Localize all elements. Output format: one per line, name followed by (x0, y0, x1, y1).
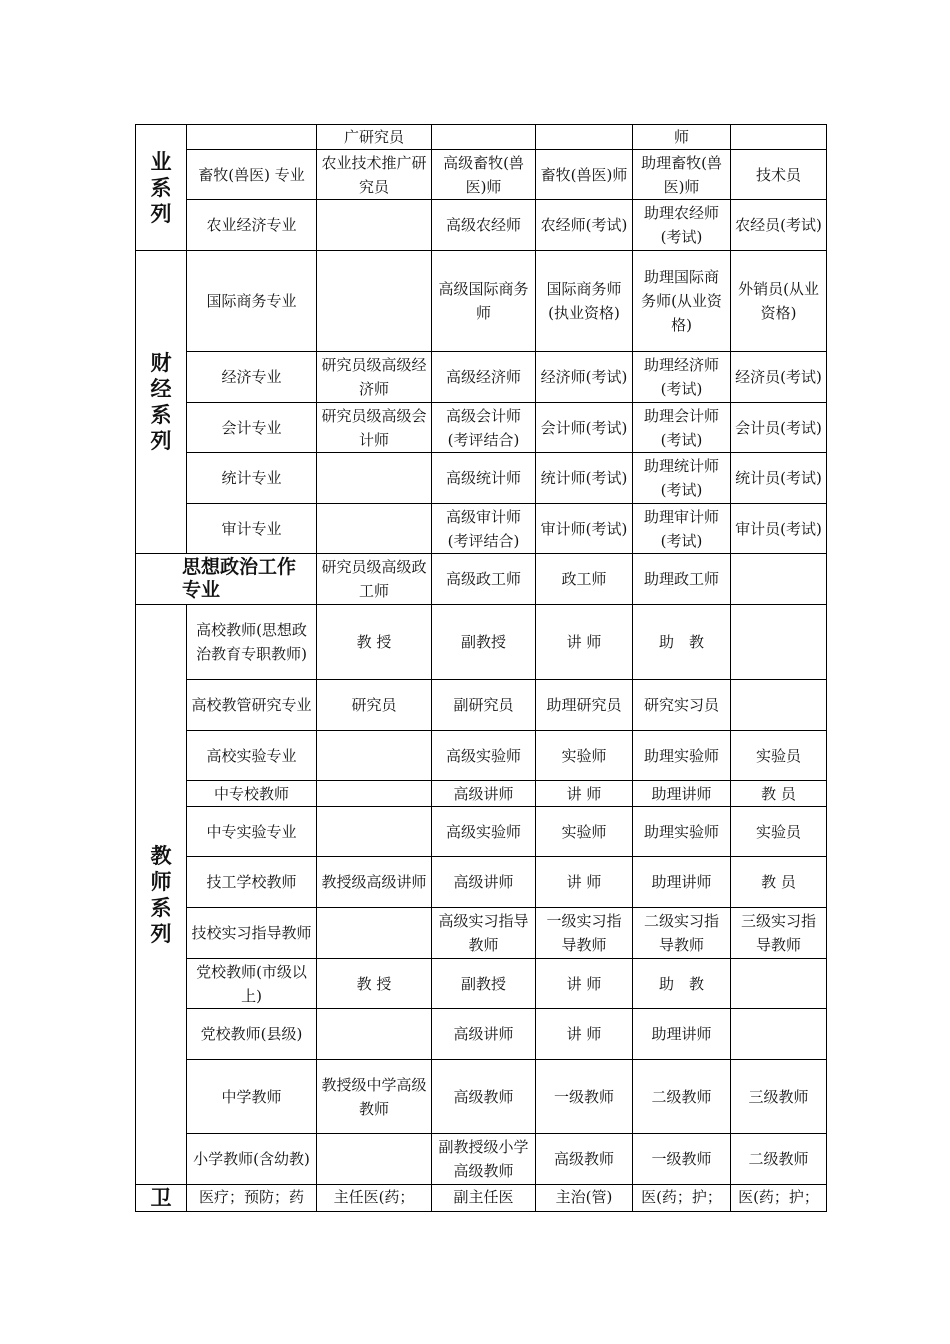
table-cell: 广研究员 (317, 125, 432, 150)
table-cell (317, 781, 432, 807)
table-cell: 助 教 (633, 959, 731, 1009)
table-row (136, 731, 827, 781)
table-cell: 医(药；护； (633, 1185, 731, 1212)
table-cell: 统计师(考试) (536, 453, 633, 504)
table-row (136, 807, 827, 857)
table-cell: 高级经济师 (432, 352, 536, 403)
table-cell: 助理研究员 (536, 680, 633, 731)
table-row (136, 504, 827, 554)
table-cell: 讲 师 (536, 605, 633, 680)
professional-title-table (135, 124, 827, 1212)
table-cell: 农业经济专业 (187, 200, 317, 251)
table-cell: 农经师(考试) (536, 200, 633, 251)
table-cell (731, 959, 827, 1009)
table-cell (731, 1009, 827, 1060)
table-cell: 高级国际商务师 (432, 251, 536, 352)
table-row (136, 1185, 827, 1212)
table-cell: 教 授 (317, 605, 432, 680)
table-cell: 研究员级高级政工师 (317, 554, 432, 605)
table-cell: 副研究员 (432, 680, 536, 731)
table-cell: 技工学校教师 (187, 857, 317, 908)
table-cell: 讲 师 (536, 857, 633, 908)
group-label-health: 卫 (136, 1185, 187, 1212)
table-cell: 实验员 (731, 731, 827, 781)
table-cell: 教 员 (731, 781, 827, 807)
table-row (136, 150, 827, 200)
table-cell: 助理实验师 (633, 807, 731, 857)
table-cell: 一级实习指导教师 (536, 908, 633, 959)
table-cell: 副教授 (432, 605, 536, 680)
table-cell: 高校教师(思想政治教育专职教师) (187, 605, 317, 680)
table-cell: 一级教师 (633, 1134, 731, 1185)
table-cell: 国际商务专业 (187, 251, 317, 352)
table-cell: 主任医(药； (317, 1185, 432, 1212)
table-cell (731, 605, 827, 680)
table-cell: 讲 师 (536, 781, 633, 807)
table-cell: 经济专业 (187, 352, 317, 403)
table-row (136, 200, 827, 251)
table-cell: 助理经济师(考试) (633, 352, 731, 403)
table-cell: 讲 师 (536, 1009, 633, 1060)
table-cell: 助理国际商务师(从业资格) (633, 251, 731, 352)
table-cell: 助理政工师 (633, 554, 731, 605)
table-cell: 高级实验师 (432, 807, 536, 857)
table-cell: 助理实验师 (633, 731, 731, 781)
table-cell: 统计专业 (187, 453, 317, 504)
table-row (136, 125, 827, 150)
table-cell: 教 授 (317, 959, 432, 1009)
table-cell (317, 200, 432, 251)
table-cell: 党校教师(市级以上) (187, 959, 317, 1009)
table-cell (317, 1134, 432, 1185)
table-cell: 助理讲师 (633, 857, 731, 908)
table-cell: 实验员 (731, 807, 827, 857)
table-cell: 高级农经师 (432, 200, 536, 251)
table-cell: 会计员(考试) (731, 403, 827, 453)
table-cell: 研究员 (317, 680, 432, 731)
table-cell: 教 员 (731, 857, 827, 908)
table-row (136, 251, 827, 352)
group-label-finance: 财经系列 (136, 251, 187, 554)
table-cell: 医(药；护； (731, 1185, 827, 1212)
table-cell: 政工师 (536, 554, 633, 605)
table-cell (317, 731, 432, 781)
table-cell: 小学教师(含幼教) (187, 1134, 317, 1185)
table-cell (432, 125, 536, 150)
table-cell (317, 807, 432, 857)
table-cell: 国际商务师(执业资格) (536, 251, 633, 352)
table-cell: 会计专业 (187, 403, 317, 453)
table-cell: 高级审计师(考评结合) (432, 504, 536, 554)
table-row (136, 680, 827, 731)
table-cell: 高级畜牧(兽医)师 (432, 150, 536, 200)
table-row (136, 1134, 827, 1185)
table-cell (317, 251, 432, 352)
table-cell: 高校教管研究专业 (187, 680, 317, 731)
table-row (136, 605, 827, 680)
table-row (136, 1060, 827, 1134)
table-cell: 助理统计师(考试) (633, 453, 731, 504)
table-cell: 教授级中学高级教师 (317, 1060, 432, 1134)
table-row (136, 403, 827, 453)
group-label-agriculture: 业系列 (136, 125, 187, 251)
table-cell: 外销员(从业资格) (731, 251, 827, 352)
table-cell: 高级实验师 (432, 731, 536, 781)
table-cell: 高级讲师 (432, 781, 536, 807)
table-cell (317, 1009, 432, 1060)
table-cell: 助理讲师 (633, 1009, 731, 1060)
table-cell: 副教授 (432, 959, 536, 1009)
table-cell: 农经员(考试) (731, 200, 827, 251)
table-row (136, 781, 827, 807)
table-cell: 二级教师 (633, 1060, 731, 1134)
table-cell: 研究员级高级会计师 (317, 403, 432, 453)
table-cell: 医疗；预防；药 (187, 1185, 317, 1212)
table-cell (536, 125, 633, 150)
table-cell (317, 504, 432, 554)
table-cell: 高校实验专业 (187, 731, 317, 781)
table-cell: 高级教师 (432, 1060, 536, 1134)
table-cell: 农业技术推广研究员 (317, 150, 432, 200)
table-cell: 实验师 (536, 807, 633, 857)
table-row (136, 908, 827, 959)
table-cell: 经济员(考试) (731, 352, 827, 403)
table-cell: 助 教 (633, 605, 731, 680)
table-cell: 审计专业 (187, 504, 317, 554)
table-row (136, 554, 827, 605)
table-cell (731, 554, 827, 605)
table-cell: 助理讲师 (633, 781, 731, 807)
table-cell: 中专校教师 (187, 781, 317, 807)
table-cell: 技术员 (731, 150, 827, 200)
table-cell: 讲 师 (536, 959, 633, 1009)
group-label-political: 思想政治工作专业 (136, 554, 317, 605)
table-cell: 三级实习指导教师 (731, 908, 827, 959)
table-cell: 助理畜牧(兽医)师 (633, 150, 731, 200)
table-cell: 实验师 (536, 731, 633, 781)
table-cell (731, 125, 827, 150)
table-cell: 中专实验专业 (187, 807, 317, 857)
table-cell: 高级实习指导教师 (432, 908, 536, 959)
table-cell: 经济师(考试) (536, 352, 633, 403)
table-cell: 二级实习指导教师 (633, 908, 731, 959)
table-cell: 一级教师 (536, 1060, 633, 1134)
table-row (136, 857, 827, 908)
table-cell: 高级讲师 (432, 1009, 536, 1060)
table-cell: 助理审计师(考试) (633, 504, 731, 554)
table-cell: 助理会计师(考试) (633, 403, 731, 453)
table-cell: 三级教师 (731, 1060, 827, 1134)
group-label-teacher: 教师系列 (136, 605, 187, 1185)
table-cell: 党校教师(县级) (187, 1009, 317, 1060)
table-cell: 二级教师 (731, 1134, 827, 1185)
table-cell: 畜牧(兽医)师 (536, 150, 633, 200)
table-cell: 审计员(考试) (731, 504, 827, 554)
table-cell: 主治(管) (536, 1185, 633, 1212)
table-cell: 副教授级小学高级教师 (432, 1134, 536, 1185)
table-cell: 副主任医 (432, 1185, 536, 1212)
table-cell (317, 453, 432, 504)
table-row (136, 959, 827, 1009)
table-cell: 会计师(考试) (536, 403, 633, 453)
table-cell: 高级会计师(考评结合) (432, 403, 536, 453)
table-cell (731, 680, 827, 731)
table-cell: 中学教师 (187, 1060, 317, 1134)
table-row (136, 453, 827, 504)
table-cell: 畜牧(兽医) 专业 (187, 150, 317, 200)
table-cell: 师 (633, 125, 731, 150)
table-cell: 高级讲师 (432, 857, 536, 908)
table-cell: 研究实习员 (633, 680, 731, 731)
table-cell: 高级教师 (536, 1134, 633, 1185)
table-cell (317, 908, 432, 959)
table-row (136, 352, 827, 403)
table-row (136, 1009, 827, 1060)
table-cell: 统计员(考试) (731, 453, 827, 504)
table-cell: 助理农经师(考试) (633, 200, 731, 251)
table-cell: 研究员级高级经济师 (317, 352, 432, 403)
table-cell: 高级统计师 (432, 453, 536, 504)
table-cell: 审计师(考试) (536, 504, 633, 554)
table-cell: 技校实习指导教师 (187, 908, 317, 959)
table-cell: 高级政工师 (432, 554, 536, 605)
table-cell: 教授级高级讲师 (317, 857, 432, 908)
table-cell (187, 125, 317, 150)
